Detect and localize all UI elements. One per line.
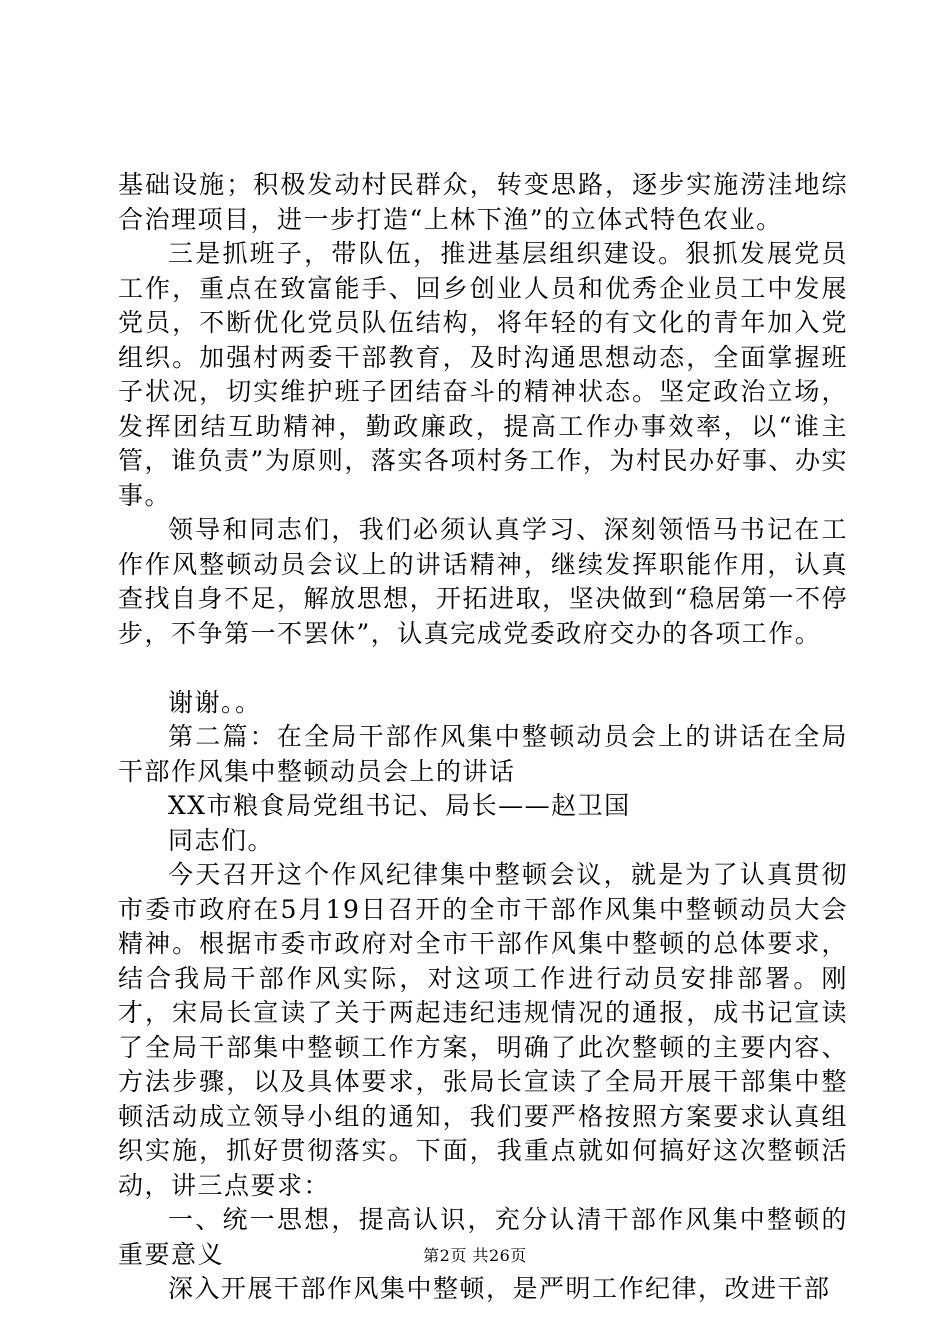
paragraph-team-building: 三是抓班子，带队伍，推进基层组织建设。狠抓发展党员工作，重点在致富能手、回乡创业人员和优秀企业员工中发展党员，不断优化党员队伍结构，将年轻的有文化的青年加入党组织。加强村两委干部教育，及时沟通思想动态，全面掌握班子状况，切实维护班子团结奋斗的精神状态。坚定政治立场，发挥团结互助精神，勤政廉政，提高工作办事效率，以“谁主管，谁负责”为原则，落实各项村务工作，为村民办好事、办实事。 bbox=[118, 239, 848, 510]
heading-point-one: 一、统一思想，提高认识，充分认清干部作风集中整顿的重要意义 bbox=[118, 1205, 848, 1269]
paragraph-thanks: 谢谢。。 bbox=[168, 687, 262, 717]
paragraph-rectification: 深入开展干部作风集中整顿，是严明工作纪律，改进干部 bbox=[168, 1274, 831, 1303]
paragraph-meeting-purpose: 今天召开这个作风纪律集中整顿会议，就是为了认真贯彻市委市政府在5月19日召开的全市干部作风集中整顿动员大会精神。根据市委市政府对全市干部作风集中整顿的总体要求，结合我局干部作风实际，对这项工作进行动员安排部署。刚才，宋局长宣读了关于两起违纪违规情况的通报，成书记宣读了全局干部集中整顿工作方案，明确了此次整顿的主要内容、方法步骤，以及具体要求，张局长宣读了全局开展干部集中整顿活动成立领导小组的通知，我们要严格按照方案要求认真组织实施，抓好贯彻落实。下面，我重点就如何搞好这次整顿活动，讲三点要求： bbox=[118, 860, 848, 1200]
section-heading-second-part: 第二篇：在全局干部作风集中整顿动员会上的讲话在全局干部作风集中整顿动员会上的讲话 bbox=[118, 722, 848, 786]
document-body bbox=[118, 168, 848, 1307]
speaker-line: XX市粮食局党组书记、局长——赵卫国 bbox=[168, 791, 631, 820]
salutation: 同志们。 bbox=[168, 825, 275, 855]
page-number-footer: 第2页 共26页 bbox=[423, 1246, 527, 1265]
paragraph-infrastructure: 基础设施；积极发动村民群众，转变思路，逐步实施涝洼地综合治理项目，进一步打造“上林下渔”的立体式特色农业。 bbox=[118, 170, 848, 234]
paragraph-leaders-closing: 领导和同志们，我们必须认真学习、深刻领悟马书记在工作作风整顿动员会议上的讲话精神，继续发挥职能作用，认真查找自身不足，解放思想，开拓进取，坚决做到“稳居第一不停步，不争第一不罢休”，认真完成党委政府交办的各项工作。 bbox=[118, 515, 848, 648]
